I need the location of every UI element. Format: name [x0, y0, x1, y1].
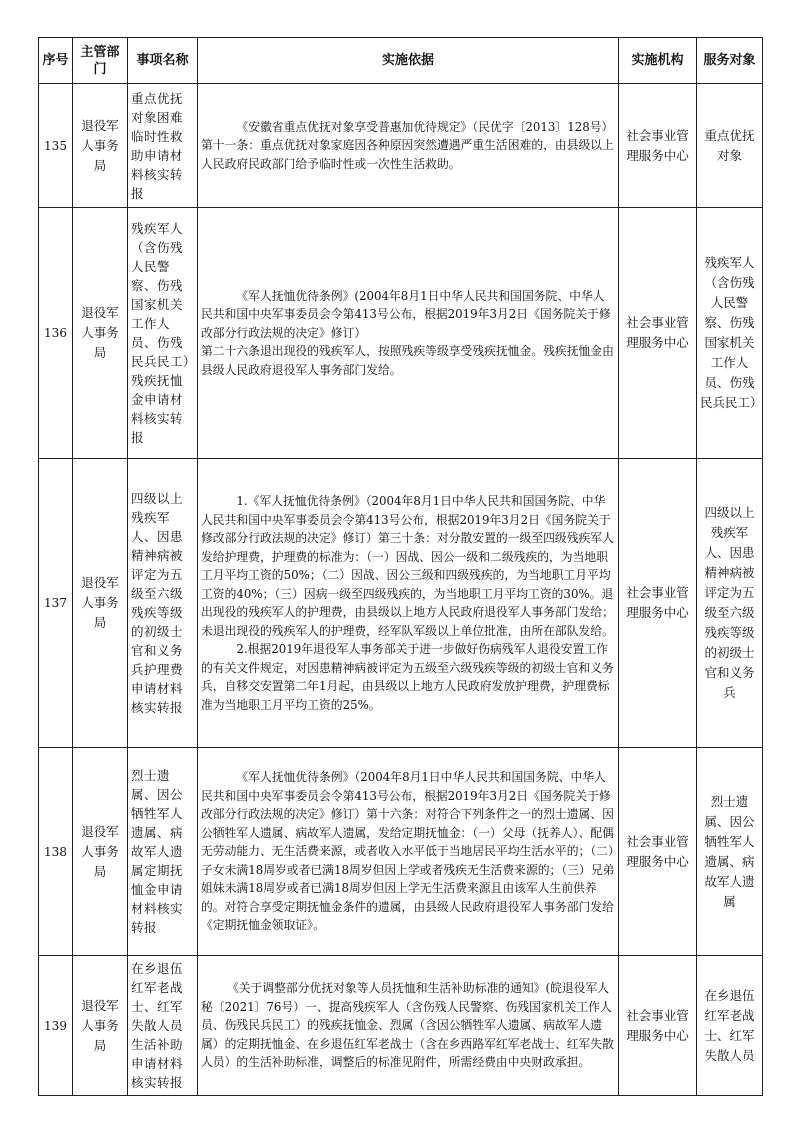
table-row [39, 956, 763, 1096]
header-basis: 实施依据 [198, 38, 619, 84]
row-dept: 退役军人事务局 [73, 459, 128, 748]
basis-paragraph: 《军人抚恤优待条例》（2004年8月1日中华人民共和国国务院、中华人民共和国中央军事委员会令第413号公布，根据2019年3月2日《国务院关于修改部分行政法规的决定》修订）第十六条：对符合下列条件之一的烈士遗属、因公牺牲军人遗属、病故军人遗属，发给定期抚恤金：（一）父母（抚养人）、配偶无劳动能力、无生活费来源，或者收入水平低于当地居民平均生活水平的；（二）子女未满18周岁或者已满18周岁但因上学或者残疾无生活费来源的；（三）兄弟姐妹未满18周岁或者已满18周岁但因上学无生活费来源且由该军人生前供养的。对符合享受定期抚恤金条件的遗属，由县级人民政府退役军人事务部门发给《定期抚恤金领取证》。 [201, 770, 615, 933]
header-no: 序号 [39, 38, 73, 84]
row-target: 烈士遗属、因公牺牲军人遗属、病故军人遗属 [697, 748, 763, 956]
row-org: 社会事业管理服务中心 [619, 956, 697, 1096]
header-org: 实施机构 [619, 38, 697, 84]
row-dept: 退役军人事务局 [73, 748, 128, 956]
row-target: 重点优抚对象 [697, 84, 763, 208]
row-item-name: 残疾军人（含伤残人民警察、伤残国家机关工作人员、伤残民兵民工）残疾抚恤金申请材料核实转报 [128, 208, 198, 459]
basis-paragraph: 第二十六条退出现役的残疾军人，按照残疾等级享受残疾抚恤金。残疾抚恤金由县级人民政府退役军人事务部门发给。 [201, 344, 614, 377]
row-no: 137 [39, 459, 73, 748]
row-no: 136 [39, 208, 73, 459]
row-item-name: 四级以上残疾军人、因患精神病被评定为五级至六级残疾等级的初级士官和义务兵护理费申请材料核实转报 [128, 459, 198, 748]
row-basis [198, 84, 619, 208]
basis-paragraph: 《安徽省重点优抚对象享受普惠加优待规定》（民优字〔2013〕128号）第十一条：重点优抚对象家庭因各种原因突然遭遇严重生活困难的，由县级以上人民政府民政部门给予临时性或一次性生活救助。 [201, 119, 614, 171]
header-row [39, 38, 763, 84]
service-items-table [38, 37, 763, 1096]
row-org: 社会事业管理服务中心 [619, 84, 697, 208]
basis-paragraph: 1.《军人抚恤优待条例》（2004年8月1日中华人民共和国国务院、中华人民共和国中央军事委员会令第413号公布，根据2019年3月2日《国务院关于修改部分行政法规的决定》修订）第三十条：对分散安置的一级至四级残疾军人发给护理费，护理费的标准为：（一）因战、因公一级和二级残疾的，为当地职工月平均工资的50%；（二）因战、因公三级和四级残疾的，为当地职工月平均工资的40%；（三）因病一级至四级残疾的，为当地职工月平均工资的30%。退出现役的残疾军人的护理费，由县级以上地方人民政府退役军人事务部门发给；未退出现役的残疾军人的护理费，经军队军级以上单位批准，由所在部队发给。 [201, 494, 614, 638]
row-no: 138 [39, 748, 73, 956]
basis-paragraph: 《关于调整部分优抚对象等人员抚恤和生活补助标准的通知》(皖退役军人秘〔2021〕76号）一、提高残疾军人（含伤残人民警察、伤残国家机关工作人员、伤残民兵民工）的残疾抚恤金、烈属（含因公牺牲军人遗属、病故军人遗属）的定期抚恤金、在乡退伍红军老战士（含在乡西路军红军老战士、红军失散人员）的生活补助标准，调整后的标准见附件，所需经费由中央财政承担。 [201, 981, 614, 1070]
basis-paragraph: 《军人抚恤优待条例》(2004年8月1日中华人民共和国国务院、中华人民共和国中央军事委员会令第413号公布，根据2019年3月2日《国务院关于修改部分行政法规的决定》修订） [201, 288, 611, 340]
row-basis [198, 459, 619, 748]
row-org: 社会事业管理服务中心 [619, 208, 697, 459]
row-target: 残疾军人（含伤残人民警察、伤残国家机关工作人员、伤残民兵民工） [697, 208, 763, 459]
row-basis [198, 956, 619, 1096]
row-item-name: 在乡退伍红军老战士、红军失散人员生活补助申请材料核实转报 [128, 956, 198, 1096]
row-dept: 退役军人事务局 [73, 208, 128, 459]
row-item-name: 重点优抚对象困难临时性救助申请材料核实转报 [128, 84, 198, 208]
row-dept: 退役军人事务局 [73, 956, 128, 1096]
table-row [39, 748, 763, 956]
table-row [39, 459, 763, 748]
table-row [39, 208, 763, 459]
row-org: 社会事业管理服务中心 [619, 748, 697, 956]
row-item-name: 烈士遗属、因公牺牲军人遗属、病故军人遗属定期抚恤金申请材料核实转报 [128, 748, 198, 956]
row-no: 139 [39, 956, 73, 1096]
row-basis [198, 748, 619, 956]
row-target: 四级以上残疾军人、因患精神病被评定为五级至六级残疾等级的初级士官和义务兵 [697, 459, 763, 748]
basis-paragraph: 2.根据2019年退役军人事务部关于进一步做好伤病残军人退役安置工作的有关文件规定，对因患精神病被评定为五级至六级残疾等级的初级士官和义务兵，自移交安置第二年1月起，由县级以上地方人民政府发放护理费，护理费标准为当地职工月平均工资的25%。 [201, 642, 614, 712]
row-no: 135 [39, 84, 73, 208]
row-basis [198, 208, 619, 459]
row-org: 社会事业管理服务中心 [619, 459, 697, 748]
row-dept: 退役军人事务局 [73, 84, 128, 208]
table-row [39, 84, 763, 208]
header-dept: 主管部门 [73, 38, 128, 84]
header-target: 服务对象 [697, 38, 763, 84]
header-name: 事项名称 [128, 38, 198, 84]
row-target: 在乡退伍红军老战士、红军失散人员 [697, 956, 763, 1096]
